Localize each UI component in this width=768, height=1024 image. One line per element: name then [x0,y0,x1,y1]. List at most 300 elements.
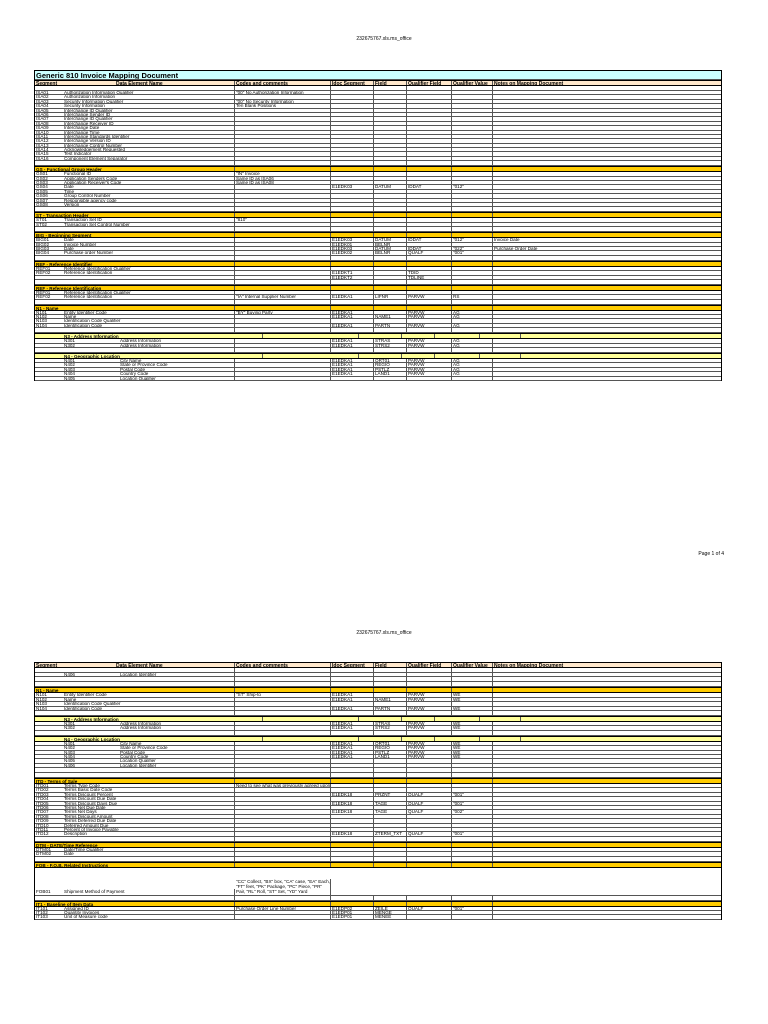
codes-and-comments [235,742,331,745]
empty-cell [35,711,235,715]
qualifier-field [407,319,452,322]
segment-id: GS03 [36,181,48,185]
idoc-segment [331,113,374,116]
qualifier-value [452,157,493,160]
empty-cell [35,161,235,165]
idoc-segment [331,203,374,206]
qualifier-field: IDDAT [407,185,452,188]
segment-id: ISA07 [36,117,49,121]
codes-and-comments [235,797,331,800]
notes-on-mapping [493,319,721,322]
data-element-name: Date [64,238,74,242]
field: STRAS [374,339,407,342]
qualifier-field [407,122,452,125]
segment-cell [35,359,235,362]
field [374,806,407,809]
segment-id: GS08 [36,202,48,207]
data-element-name: Percent of Invoice Payable [64,827,119,832]
data-element-name: Terms Discount Amount [64,814,113,819]
qualifier-field: QUALF [407,907,452,910]
qualifier-field [407,152,452,155]
empty-cell [374,731,407,735]
qualifier-value: "001" [452,907,493,910]
empty-cell [331,328,374,332]
segment-cell [35,190,235,193]
qualifier-field: PARVW [407,324,452,327]
segment-id: FOB01 [36,889,51,895]
data-element-name: Functional ID [64,172,92,176]
qualifier-field [407,815,452,818]
field [374,311,407,314]
field [374,784,407,787]
segment-id: IT102 [36,910,48,915]
field [374,764,407,767]
codes-and-comments [235,291,331,294]
notes-on-mapping [493,267,721,270]
segment-cell [35,267,235,270]
qualifier-value [452,764,493,767]
empty-cell [331,731,374,735]
qualifier-value [452,113,493,116]
qualifier-field: PARVW [407,363,452,366]
segment-cell [35,131,235,134]
segment-cell [35,172,235,175]
qualifier-value [452,126,493,129]
qualifier-value: WE [452,746,493,749]
codes-and-comments [235,832,331,835]
empty-cell [407,677,452,681]
idoc-segment: E1EDKA1 [331,751,374,754]
segment-id: ITD12 [36,832,49,836]
codes-and-comments [235,911,331,914]
empty-cell [331,857,374,861]
codes-and-comments-header: Codes and comments [235,663,331,667]
idoc-segment [331,95,374,98]
idoc-segment: E1EDK03 [331,247,374,250]
segment-id: ISA10 [36,130,49,134]
segment-cell [35,117,235,120]
data-element-name: Date [64,246,74,251]
idoc-segment [331,117,374,120]
idoc-segment: E1EDKA1 [331,295,374,298]
notes-on-mapping: Invoice Date [494,238,520,242]
qualifier-field: QUALF [407,793,452,796]
empty-cell [493,902,721,906]
segment-id: N403 [64,367,75,372]
page-1-table-body [35,86,721,381]
segment-cell [35,238,235,241]
empty-cell [407,779,452,783]
notes-on-mapping [493,276,721,279]
qualifier-value: WE [452,698,493,701]
section-label: ST - Transaction Header [35,213,235,217]
empty-cell [374,348,407,352]
codes-and-comments [235,848,331,851]
empty-cell [452,682,493,686]
segment-id: ITD11 [36,827,49,832]
empty-cell [235,227,331,231]
idoc-segment [331,223,374,226]
empty-cell [493,711,721,715]
qualifier-field: PARVW [407,742,452,745]
empty-cell [493,837,721,841]
codes-and-comments [235,363,331,366]
notes-on-mapping [493,363,721,366]
segment-id: REF01 [36,266,51,271]
empty-cell [407,86,452,90]
empty-cell [480,737,521,741]
qualifier-value: "002" [452,810,493,813]
qualifier-field [407,126,452,129]
field [374,693,407,696]
empty-cell [235,306,331,310]
idoc-segment: E1EDKT1 [331,271,374,274]
empty-cell [493,167,721,171]
data-element-name: Application Receiver's Code [64,181,122,185]
empty-cell [331,227,374,231]
notes-on-mapping [493,915,721,918]
notes-on-mapping [493,726,721,729]
data-element-name: Interchange ID Qualifier [64,108,113,112]
segment-cell [35,203,235,206]
notes-on-mapping [493,199,721,202]
notes-on-mapping [493,722,721,725]
codes-and-comments [235,806,331,809]
idoc-segment: E1EDK18 [331,793,374,796]
field [374,267,407,270]
segment-cell [35,247,235,250]
field [374,126,407,129]
qualifier-value [452,848,493,851]
codes-and-comments [235,702,331,705]
qualifier-field: PARVW [407,693,452,696]
codes-and-comments [235,95,331,98]
data-element-name: Application Senders Code [64,176,118,181]
empty-cell [407,227,452,231]
notes-on-mapping [493,764,721,767]
data-element-name: Purchase order Number [64,251,114,255]
empty-cell [493,306,721,310]
field: PSTLZ [374,368,407,371]
notes-on-mapping [493,243,721,246]
codes-and-comments [235,271,331,274]
empty-cell [407,256,452,260]
idoc-segment [331,784,374,787]
empty-cell [374,688,407,692]
segment-cell [35,122,235,125]
empty-cell [235,677,331,681]
qualifier-value [452,759,493,762]
empty-cell [521,354,721,358]
qualifier-field [407,109,452,112]
section-label: N3 - Address Information [63,717,263,721]
segment-id: ST02 [36,222,47,227]
empty-cell [452,328,493,332]
empty-cell [493,668,721,672]
qualifier-value [452,152,493,155]
idoc-segment: E1EDKA1 [331,742,374,745]
empty-cell [235,779,331,783]
empty-cell [374,668,407,672]
empty-cell [331,688,374,692]
segment-id: ITD03 [36,792,49,797]
segment-id: REF02 [36,295,51,299]
notes-on-mapping [493,100,721,103]
empty-cell [235,773,331,777]
empty-cell [407,306,452,310]
qualifier-field: PARVW [407,746,452,749]
segment-cell [35,824,235,827]
codes-and-comments [235,144,331,147]
qualifier-value: WE [452,742,493,745]
qualifier-field [407,190,452,193]
empty-cell [374,837,407,841]
segment-cell [35,251,235,254]
empty-cell [493,779,721,783]
idoc-segment: E1EDKA1 [331,315,374,318]
qualifier-value [452,177,493,180]
data-element-name: Security Information [64,104,105,108]
segment-id: N401 [64,359,75,363]
qualifier-field [407,673,452,676]
notes-on-mapping [493,126,721,129]
segment-cell [35,319,235,322]
data-element-name: Terms Discount Due Date [64,797,117,801]
segment-id: ISA15 [36,152,49,156]
qualifier-value-header: Qualifier Value [452,663,493,667]
field [374,100,407,103]
empty-cell [35,668,235,672]
codes-and-comments [235,377,331,380]
empty-cell [331,773,374,777]
qualifier-field: TDID [407,271,452,274]
empty-cell [521,717,721,721]
qualifier-field: QUALF [407,832,452,835]
codes-and-comments [235,852,331,855]
empty-cell [480,717,521,721]
data-element-name: Terms Deferred Due Date [64,819,117,823]
data-element-name: Terms Net Days [64,810,97,814]
segment-header: Segment [36,81,58,85]
empty-cell [452,768,493,772]
segment-id: BIG01 [36,238,50,242]
empty-cell [493,677,721,681]
notes-on-mapping [493,702,721,705]
data-element-name: Transaction Set ID [64,218,102,222]
segment-id: GS04 [36,185,48,189]
field [374,797,407,800]
empty-cell [35,896,235,900]
qualifier-field [407,218,452,221]
qualifier-value [452,824,493,827]
page-1-header-filename: 232675767.xls.ms_office [356,36,412,42]
empty-cell [331,863,374,867]
idoc-segment [331,199,374,202]
section-label: IT1 - Baseline of Item Data [35,902,235,906]
qualifier-value [452,806,493,809]
codes-and-comments [235,131,331,134]
qualifier-field: PARVW [407,698,452,701]
notes-on-mapping [493,359,721,362]
field-header: Field [374,81,407,85]
empty-cell [235,256,331,260]
notes-on-mapping [493,122,721,125]
codes-and-comments [235,722,331,725]
qualifier-field [407,852,452,855]
notes-on-mapping [493,693,721,696]
notes-on-mapping [493,181,721,184]
qualifier-field: QUALF [407,810,452,813]
notes-on-mapping [493,802,721,805]
segment-id: N104 [36,706,47,710]
data-element-name: Name [64,697,77,702]
qualifier-field [407,759,452,762]
field [374,848,407,851]
idoc-segment [331,377,374,380]
empty-cell [374,306,407,310]
empty-cell [35,731,235,735]
empty-cell [452,306,493,310]
segment-id: ITD05 [36,801,49,806]
qualifier-value [452,144,493,147]
idoc-segment [331,139,374,142]
empty-cell [374,167,407,171]
empty-cell [235,262,331,266]
qualifier-value [452,95,493,98]
qualifier-field: QUALF [407,802,452,805]
qualifier-value [452,139,493,142]
segment-cell [35,742,235,745]
idoc-segment [331,152,374,155]
data-element-name: City Name [120,359,142,363]
data-element-name: State or Province Code [120,363,168,367]
empty-cell [374,286,407,290]
empty-cell [374,773,407,777]
field [374,95,407,98]
notes-on-mapping [493,152,721,155]
empty-cell [493,207,721,211]
field [374,218,407,221]
data-element-name: Security Information Qualifier [64,99,124,104]
qualifier-value [452,117,493,120]
qualifier-value [452,267,493,270]
document-title: Generic 810 Invoice Mapping Document [35,70,721,80]
field: STRAS [374,722,407,725]
codes-and-comments: "BY" Buying Party [235,311,331,314]
segment-id: ISA04 [36,104,49,108]
empty-cell [407,768,452,772]
notes-on-mapping [493,271,721,274]
empty-cell [331,779,374,783]
codes-and-comments [235,707,331,710]
empty-cell [435,334,480,338]
qualifier-field [407,764,452,767]
segment-id: N301 [64,339,75,343]
segment-id: N403 [64,750,75,754]
field: REGIO [374,746,407,749]
empty-cell [374,233,407,237]
segment-cell [35,907,235,910]
qualifier-value: "012" [452,185,493,188]
notes-on-mapping [493,218,721,221]
data-element-name: Assigned ID [64,906,89,910]
qualifier-field [407,784,452,787]
notes-on-mapping [493,139,721,142]
segment-cell [35,324,235,327]
segment-id: GS05 [36,189,48,194]
empty-cell [331,286,374,290]
segment-cell [35,295,235,298]
segment-id: N401 [64,741,75,746]
data-element-name: Group Control Number [64,194,111,198]
empty-cell [452,779,493,783]
codes-and-comments [235,759,331,762]
empty-cell [235,167,331,171]
qualifier-value: AG [452,359,493,362]
segment-id: GS06 [36,194,48,198]
data-element-name-header: Data Element Name [116,81,163,85]
codes-and-comments [235,135,331,138]
segment-id: ISA08 [36,121,49,126]
field: ZEILE [374,907,407,910]
idoc-segment: E1EDKA1 [331,755,374,758]
empty-cell [452,348,493,352]
codes-and-comments [235,788,331,791]
empty-cell [35,256,235,260]
empty-cell [480,354,521,358]
idoc-segment [331,267,374,270]
empty-cell [374,768,407,772]
qualifier-field-header: Qualifier Field [407,81,452,85]
section-label: GS - Functional Group Header [35,167,235,171]
segment-cell [35,788,235,791]
notes-on-mapping [493,784,721,787]
data-element-name: Terms Discount Days Due [64,801,118,806]
idoc-segment [331,157,374,160]
empty-cell [235,857,331,861]
qualifier-field [407,172,452,175]
segment-cell [35,707,235,710]
notes-on-mapping [493,109,721,112]
codes-and-comments [235,267,331,270]
qualifier-field: IDDAT [407,238,452,241]
field: STRS2 [374,726,407,729]
segment-cell [35,311,235,314]
notes-on-mapping [493,815,721,818]
notes-on-mapping [493,742,721,745]
notes-on-mapping [493,194,721,197]
empty-cell [452,300,493,304]
empty-cell [493,731,721,735]
empty-cell [407,328,452,332]
codes-and-comments: "00" No Authorization Information [235,91,331,94]
empty-cell [235,731,331,735]
qualifier-value: AG [452,324,493,327]
section-label: N1 - Name [35,688,235,692]
field [374,788,407,791]
segment-cell [35,698,235,701]
empty-cell [493,161,721,165]
empty-cell [359,737,402,741]
notes-on-mapping [493,368,721,371]
idoc-segment [331,194,374,197]
segment-cell [35,100,235,103]
idoc-segment [331,673,374,676]
data-element-name: Address Information [120,339,162,343]
idoc-segment [331,190,374,193]
qualifier-value: AG [452,339,493,342]
codes-and-comments: Same ID as ISA06 [235,177,331,180]
